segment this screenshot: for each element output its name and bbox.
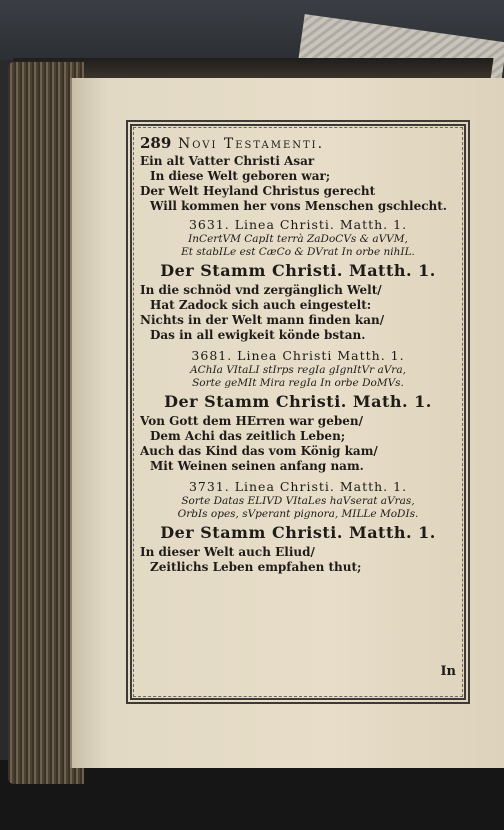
running-title: Novi Testamenti. (178, 136, 325, 152)
latin-line: Et stabILe est CæCo & DVrat In orbe nihIL. (181, 246, 415, 258)
catchword: In (440, 664, 456, 679)
latin-line: InCertVM CapIt terrà ZaDoCVs & aVVM, (188, 233, 408, 245)
section-title: Der Stamm Christi. Matth. 1. (160, 261, 436, 280)
section-heading: 3631. Linea Christi. Matth. 1. (188, 217, 408, 232)
verse-line: Das in all ewigkeit könde bstan. (150, 328, 366, 342)
verse-line: Mit Weinen seinen anfang nam. (150, 459, 364, 473)
verse-line: Hat Zadock sich auch eingestelt: (150, 298, 372, 312)
verse-line: Der Welt Heyland Christus gerecht (140, 184, 376, 198)
verse-line: Auch das Kind das vom König kam/ (140, 444, 378, 458)
verse-line: In die schnöd vnd zergänglich Welt/ (140, 283, 382, 297)
page-number: 289 (140, 134, 172, 152)
verse-line: Zeitlichs Leben empfahen thut; (150, 560, 362, 574)
verse-line: Dem Achi das zeitlich Leben; (150, 429, 346, 443)
verse-line: In diese Welt geboren war; (150, 169, 331, 183)
latin-line: OrbIs opes, sVperant pignora, MILLe MoDIs. (177, 508, 419, 520)
section-heading: 3681. Linea Christi Matth. 1. (191, 348, 405, 363)
section-linea-3681 (140, 347, 456, 474)
verse-line: Nichts in der Welt mann finden kan/ (140, 313, 385, 327)
opening-verse (140, 154, 456, 214)
section-heading: 3731. Linea Christi. Matth. 1. (188, 479, 408, 494)
page-content (140, 134, 456, 690)
page-header (140, 134, 456, 154)
verse-line: Von Gott dem HErren war geben/ (140, 414, 363, 428)
verse-line: Will kommen her vons Menschen gschlecht. (150, 199, 447, 213)
verse-line: In dieser Welt auch Eliud/ (140, 545, 315, 559)
section-linea-3731 (140, 478, 456, 575)
latin-line: AChIa VItaLI stIrps regIa gIgnItVr aVra, (190, 364, 406, 376)
section-linea-3631 (140, 216, 456, 343)
latin-line: Sorte geMIt Mira regIa In orbe DoMVs. (192, 377, 404, 389)
latin-line: Sorte Datas ELIVD VItaLes haVserat aVras, (181, 495, 415, 507)
verse-line: Ein alt Vatter Christi Asar (140, 154, 315, 168)
section-title: Der Stamm Christi. Matth. 1. (160, 523, 436, 542)
section-title: Der Stamm Christi. Math. 1. (164, 392, 432, 411)
